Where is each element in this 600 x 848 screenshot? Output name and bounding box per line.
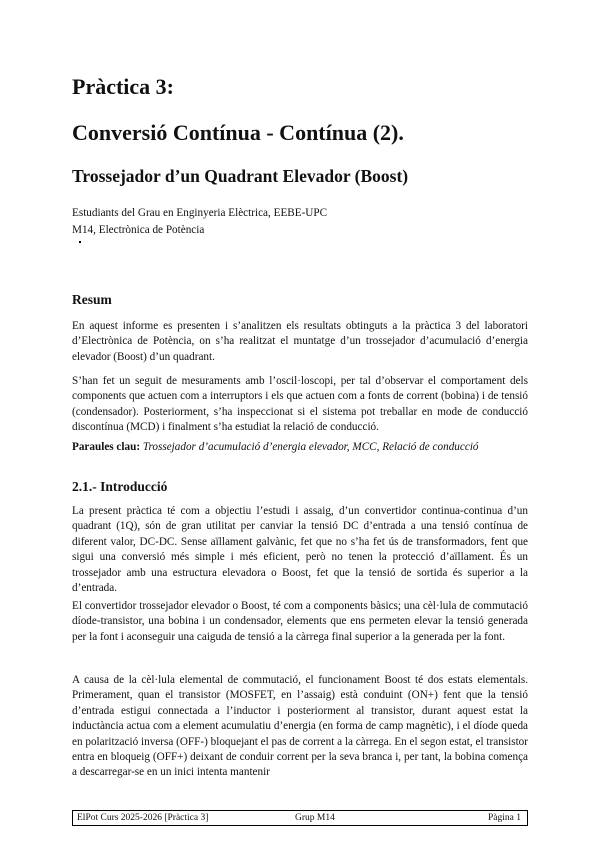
abstract-paragraph-1: En aquest informe es presenten i s’analitzen els resultats obtinguts a la pràctica 3 del laboratori d’Electrònica de Potència, on s’ha realitzat el muntatge d’un trossejador d’acumulació d’energia elevador (Boost) d’un quadrant. [72, 320, 528, 363]
title-line-1: Pràctica 3: [72, 74, 174, 99]
intro-paragraph-1: La present pràctica té com a objectiu l’estudi i assaig, d’un convertidor continua-continua d’un quadrant (1Q), són de gran utilitat per canviar la tensió DC d’entrada a una tensió contínua de diferent valor, DC-DC. Sense aïllament galvànic, fet que no s’ha fet ús de transformadors, fent que sigui una conversió més simple i més eficient, però no tenen la protecció d’aïllament. És un trossejador amb una estructura elevadora o Boost, fet que la tensió de sortida és superior a la d’entrada. [72, 505, 528, 595]
section-heading: 2.1.- Introducció [72, 479, 168, 494]
intro-paragraph-2: El convertidor trossejador elevador o Boost, té com a components bàsics; una cèl·lula de commutació díode-transistor, una bobina i un condensador, elements que ens permeten elevar la tensió generada per la font i aconseguir una caiguda de tensió a la càrrega final superior a la generada per la font. [72, 600, 528, 643]
abstract-heading: Resum [72, 292, 112, 307]
keywords-label: Paraules clau: [72, 441, 141, 453]
keywords [72, 440, 528, 455]
title-line-2: Conversió Contínua - Contínua (2). [72, 120, 404, 145]
affiliation-line-2: M14, Electrònica de Potència [72, 224, 205, 236]
footer-page-number: Pàgina 1 [488, 813, 521, 823]
keywords-text: Trossejador d’acumulació d’energia elevador, MCC, Relació de conducció [142, 441, 479, 453]
subtitle: Trossejador d’un Quadrant Elevador (Boost) [72, 166, 409, 186]
page-footer [72, 810, 528, 826]
bullet-mark [79, 241, 81, 243]
footer-group: Grup M14 [295, 813, 335, 823]
abstract-paragraph-2: S’han fet un seguit de mesuraments amb l’oscil·loscopi, per tal d’observar el comportament dels components que actuen com a interruptors i els que actuen com a fonts de corrent (bobina) i de tensió (condensador). Posteriorment, s’ha inspeccionat si el sistema pot treballar en mode de conducció discontínua (MCD) i finalment s’ha estudiat la relació de conducció. [72, 375, 528, 434]
intro-paragraph-3: A causa de la cèl·lula elemental de commutació, el funcionament Boost té dos estats elementals. Primerament, quan el transistor (MOSFET, en l’assaig) està conduint (ON+) fent que la tensió d’entrada estigui connectada a l’inductor i posteriorment al transistor, durant aquest estat la inductància actua com a element acumulatiu d’energia (en forma de camp magnètic), i el díode queda en polarització inversa (OFF-) bloquejant el pas de corrent a la càrrega. En el segon estat, el transistor entra en bloqueig (OFF+) deixant de conduir corrent per la seva branca i, per tant, la bobina comença a descarregar-se en un inici intenta mantenir [72, 674, 528, 779]
footer-course: ElPot Curs 2025-2026 [Pràctica 3] [77, 813, 209, 823]
affiliation-line-1: Estudiants del Grau en Enginyeria Elèctrica, EEBE-UPC [72, 207, 328, 219]
